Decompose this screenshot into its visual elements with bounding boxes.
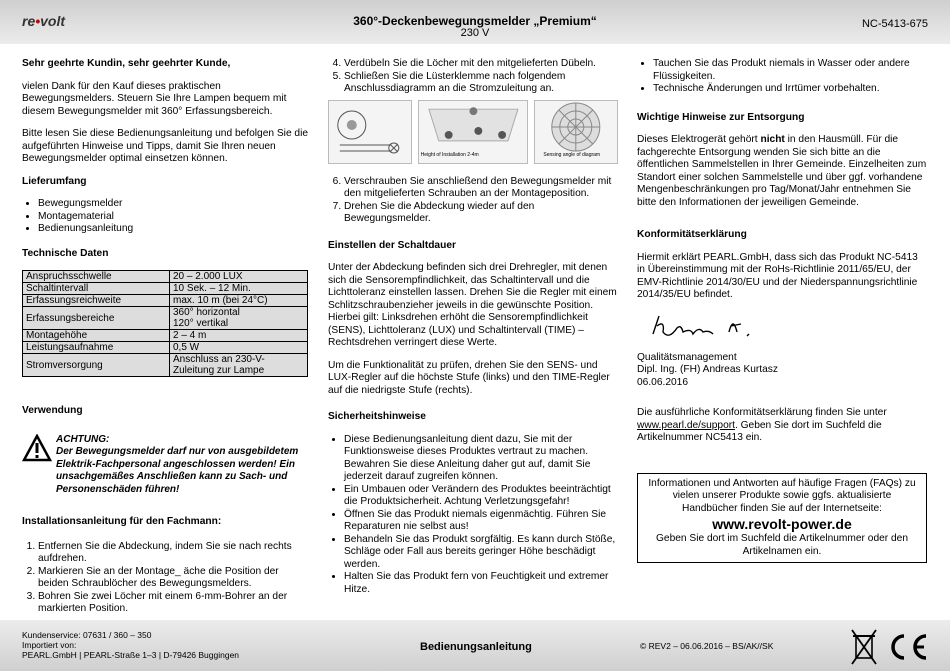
use-heading: Verwendung (22, 405, 83, 416)
warning-box (22, 434, 310, 497)
list-item: 7. Drehen Sie die Abdeckung wieder auf den Bewegungsmelder. (344, 201, 618, 226)
table-cell: Stromversorgung (23, 354, 170, 377)
table-cell: 10 Sek. – 12 Min. (170, 283, 308, 295)
document-title: 360°-Deckenbewegungsmelder „Premium“ (353, 14, 597, 28)
signatory-role: Qualitätsmanagement (637, 351, 737, 363)
table-row (23, 342, 308, 354)
conformity-text: Hiermit erklärt PEARL.GmbH, dass sich das Produkt NC-5413 in Übereinstimmung mit der RoHs-Richtlinie 2011/65/EU, der EMV-Richtlinie 2014/30/EU und der Niederspannungsrichtlinie 2014/35/EU befindet. (637, 251, 918, 300)
footer-contact (22, 630, 239, 660)
list-item: 6. Verschrauben Sie anschließend den Bewegungsmelder mit den mitgelieferten Schrauben an der Montageposition. (344, 176, 618, 201)
installation-height-diagram (418, 100, 529, 164)
list-item: • Öffnen Sie das Produkt niemals eigenmächtig. Führen Sie Reparaturen nie selbst aus! (344, 509, 618, 534)
wiring-diagram (328, 100, 412, 164)
table-cell: 20 – 2.000 LUX (170, 271, 308, 283)
list-item: 4. Verdübeln Sie die Löcher mit den mitgelieferten Dübeln. (344, 58, 618, 71)
table-cell: Montagehöhe (23, 330, 170, 342)
table-cell: Leistungsaufnahme (23, 342, 170, 354)
scope-heading: Lieferumfang (22, 175, 87, 187)
list-item: • Montagematerial (38, 211, 310, 224)
table-cell: Erfassungsbereiche (23, 307, 170, 330)
safety-list-continued (637, 58, 927, 96)
footer-importer: Importiert von: (22, 640, 77, 650)
disposal-heading: Wichtige Hinweise zur Entsorgung (637, 111, 805, 123)
list-item: • Ein Umbauen oder Verändern des Produktes beeinträchtigt die Produktsicherheit. Achtung Verletzungsgefahr! (344, 484, 618, 509)
warning-body: Der Bewegungsmelder darf nur von ausgebildetem Elektrik-Fachpersonal angeschlossen werden! Ein unsachgemäßes Anschließen kann zu Sach- und Personenschäden führen! (56, 446, 299, 495)
install-list (22, 541, 310, 616)
footer-revision: © REV2 – 06.06.2016 – BS/AK//SK (640, 641, 774, 651)
faq-url[interactable]: www.revolt-power.de (712, 516, 852, 532)
signature-date: 06.06.2016 (637, 376, 688, 388)
table-row (23, 330, 308, 342)
warning-title: ACHTUNG: (56, 433, 110, 445)
table-cell (170, 307, 308, 330)
table-cell (170, 354, 308, 377)
weee-bin-icon (852, 630, 876, 664)
table-row (23, 295, 308, 307)
signatory-name: Dipl. Ing. (FH) Andreas Kurtasz (637, 364, 778, 375)
footer-service: Kundenservice: 07631 / 360 – 350 (22, 630, 152, 640)
install-heading: Installationsanleitung für den Fachmann: (22, 516, 222, 527)
table-cell: 0,5 W (170, 342, 308, 354)
ce-mark-icon (893, 636, 926, 658)
disposal-text-a: Dieses Elektrogerät gehört (637, 134, 758, 145)
cell-line: Zuleitung zur Lampe (173, 365, 265, 376)
list-item: 2. Markieren Sie an der Montage_ äche die Position der beiden Schraublöcher des Bewegungsmelders. (38, 566, 310, 591)
disposal-text-b: in den Hausmüll. Für die fachgerechte Entsorgung wenden Sie sich bitte an die öffentlichen Sammelstellen in Ihrer Gemeinde. Einzelheiten zum Standort einer solchen Sammelstelle und über ggf. vorhandene Mengenbeschränkungen pro Tag/Monat/Jahr entnehmen Sie bitte den Informationen der jeweiligen Gemeinde. (637, 134, 927, 208)
intro-text-2: Bitte lesen Sie diese Bedienungsanleitung und befolgen Sie die aufgeführten Hinweise und Tipps, damit Sie Ihren neuen Bewegungsmelder optimal einsetzen können. (22, 128, 309, 164)
conformity-more (637, 407, 927, 445)
tech-heading: Technische Daten (22, 247, 109, 259)
conformity-more-a: Die ausführliche Konformitätserklärung finden Sie unter (637, 407, 887, 418)
brand-logo: re•volt (22, 13, 66, 29)
safety-list (328, 434, 618, 597)
disposal-text (637, 134, 927, 209)
scope-list (22, 198, 310, 236)
list-item: 1. Entfernen Sie die Abdeckung, indem Sie sie nach rechts aufdrehen. (38, 541, 310, 566)
table-row (23, 283, 308, 295)
article-number: NC-5413-675 (861, 18, 928, 30)
cell-line: 120° vertikal (173, 318, 229, 329)
warning-text (56, 434, 310, 497)
adjust-text-2: Um die Funktionalität zu prüfen, drehen Sie den SENS- und LUX-Regler auf die höchste Stufe (links) und den TIME-Regler auf die niedrigste Stufe (rechts). (328, 359, 610, 396)
cell-line: 360° horizontal (173, 307, 240, 318)
document-subtitle: 230 V (460, 27, 490, 39)
column-middle (328, 58, 618, 608)
table-row (23, 307, 308, 330)
column-right (637, 58, 927, 563)
adjust-heading: Einstellen der Schaltdauer (328, 239, 456, 251)
signature (647, 310, 927, 344)
footer-logos (850, 626, 932, 670)
table-cell: 2 – 4 m (170, 330, 308, 342)
sensing-angle-diagram (534, 100, 618, 164)
column-left (22, 58, 310, 626)
cell-line: Anschluss an 230-V- (173, 354, 265, 365)
table-row (23, 354, 308, 377)
table-cell: Erfassungsreichweite (23, 295, 170, 307)
disposal-text-bold: nicht (760, 134, 785, 145)
page-header (0, 0, 950, 44)
faq-box (637, 473, 927, 564)
list-item: • Bedienungsanleitung (38, 223, 310, 236)
list-item: 3. Bohren Sie zwei Löcher mit einem 6-mm-Bohrer an der markierten Position. (38, 591, 310, 616)
footer-address: PEARL.GmbH | PEARL-Straße 1–3 | D-79426 Buggingen (22, 650, 240, 660)
install-list-continued (328, 58, 618, 96)
safety-heading: Sicherheitshinweise (328, 411, 426, 422)
list-item: • Diese Bedienungsanleitung dient dazu, Sie mit der Funktionsweise dieses Produktes vertraut zu machen. Bewahren Sie diese Anleitung daher gut auf, damit Sie jederzeit darauf zugreifen können. (344, 434, 618, 484)
diagram-caption: Sensing angle of diagram (543, 152, 601, 158)
table-cell: Schaltintervall (23, 283, 170, 295)
conformity-more-b: . Geben Sie dort im Suchfeld die Artikelnummer NC5413 ein. (637, 419, 882, 443)
page-footer (0, 620, 950, 671)
list-item: • Tauchen Sie das Produkt niemals in Wasser oder andere Flüssigkeiten. (653, 58, 927, 83)
wiring-diagrams (328, 100, 618, 164)
list-item: • Behandeln Sie das Produkt sorgfältig. Es kann durch Stöße, Schläge oder Fall aus bereits geringer Höhe beschädigt werden. (344, 534, 618, 572)
greeting: Sehr geehrte Kundin, sehr geehrter Kunde, (22, 58, 231, 69)
diagram-caption: Height of Installation 2-4m (420, 152, 479, 158)
list-item: • Halten Sie das Produkt fern von Feuchtigkeit und extremer Hitze. (344, 571, 618, 596)
list-item: • Technische Änderungen und Irrtümer vorbehalten. (653, 83, 927, 96)
list-item: • Bewegungsmelder (38, 198, 310, 211)
intro-text: vielen Dank für den Kauf dieses praktischen Bewegungsmelders. Steuern Sie Ihre Lampen bequem mit diesem Bewegungsmelder mit 360° Erfassungsbereich. (22, 80, 287, 117)
install-list-final (328, 176, 618, 226)
support-link[interactable]: www.pearl.de/support (637, 419, 735, 431)
list-item: 5. Schließen Sie die Lüsterklemme nach folgendem Anschlussdiagramm an die Stromzuleitung an. (344, 71, 618, 96)
table-cell: Anspruchsschwelle (23, 271, 170, 283)
adjust-text: Unter der Abdeckung befinden sich drei Drehregler, mit denen sich die Sensorempfindlichkeit, das Schaltintervall und die Lichttoleranz einstellen lassen. Drehen Sie die Regler mit einem Schlitzschraubenzieher jeweils in die gewünschte Position. Hierbei gilt: Linksdrehen erhöht die Sensorempfindlichkeit (SENS), Lichttoleranz (LUX) und Schaltintervall (TIME) – Rechtsdrehen verringert diese Werte. (328, 262, 617, 348)
footer-title: Bedienungsanleitung (420, 641, 532, 653)
tech-table (22, 270, 308, 377)
faq-text: Informationen und Antworten auf häufige Fragen (FAQs) zu vielen unserer Produkte sowie ggfs. aktualisierte Handbücher finden Sie auf der Internetseite: (648, 477, 916, 514)
conformity-heading: Konformitätserklärung (637, 229, 747, 240)
table-row (23, 271, 308, 283)
faq-text-2: Geben Sie dort im Suchfeld die Artikelnummer oder den Artikelnamen ein. (656, 533, 908, 557)
table-cell: max. 10 m (bei 24°C) (170, 295, 308, 307)
warning-icon (22, 434, 56, 497)
